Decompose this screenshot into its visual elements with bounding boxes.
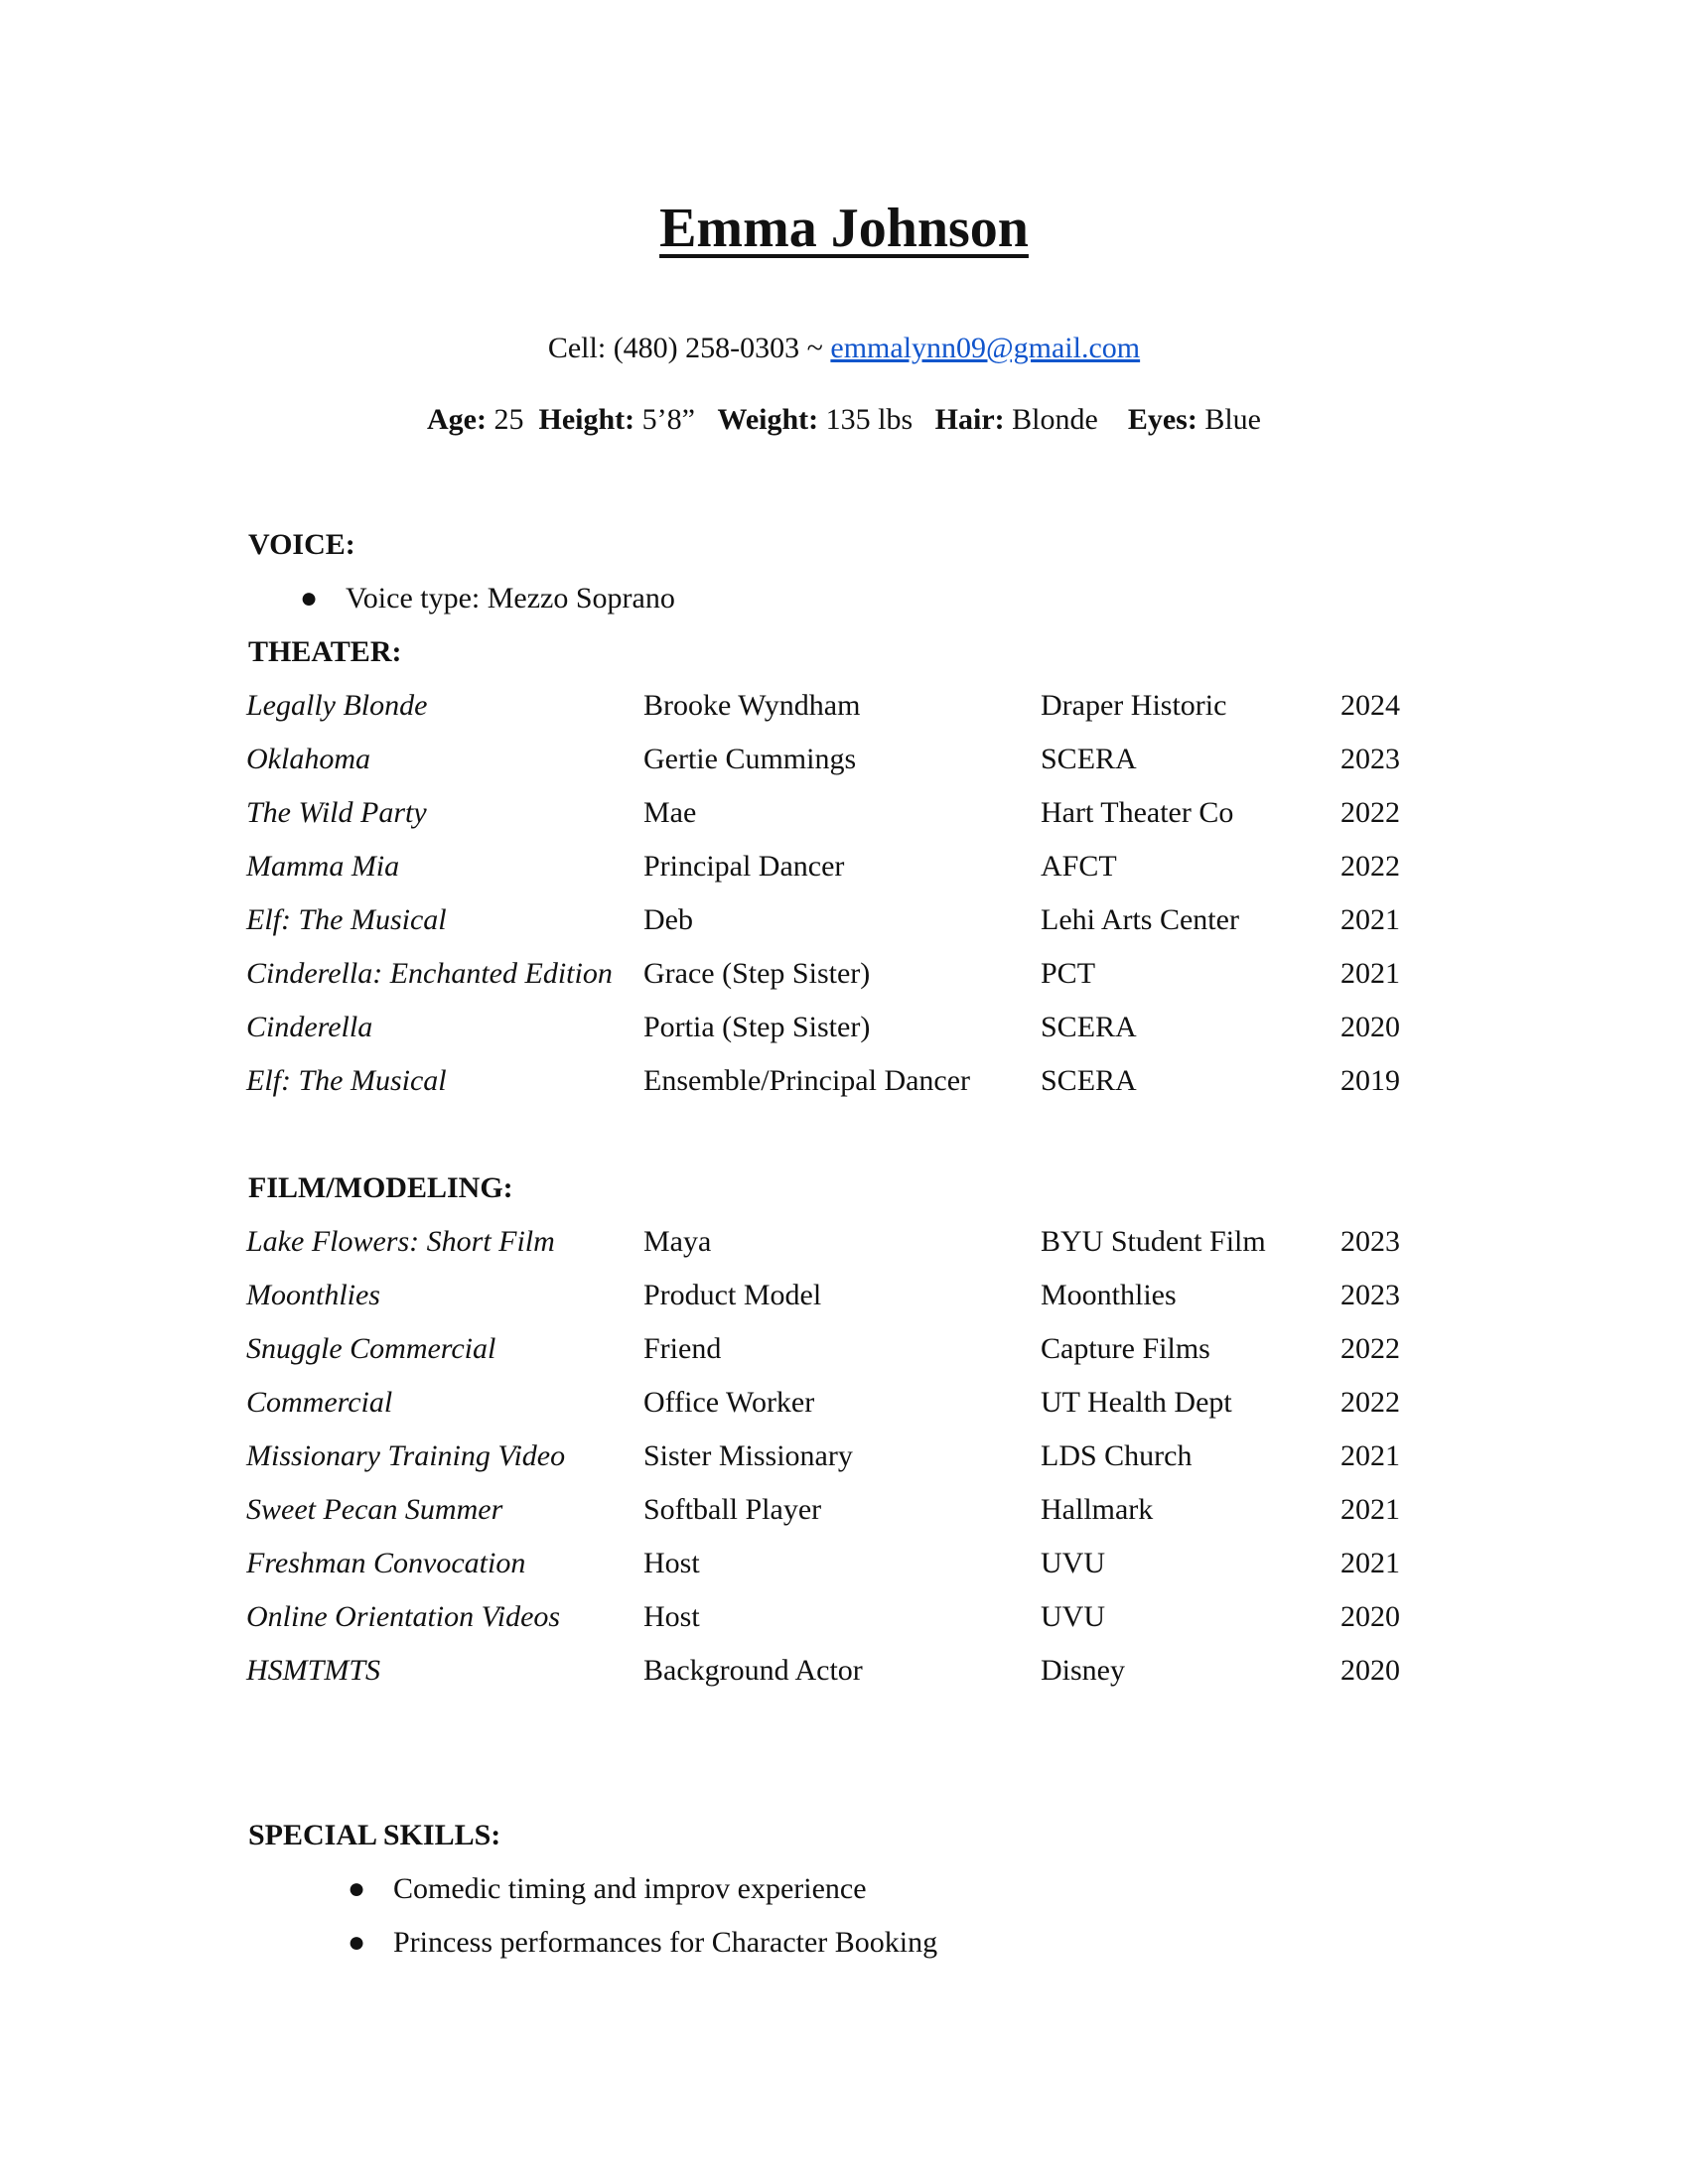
credit-company: SCERA [1041, 1011, 1137, 1043]
credit-row [0, 903, 1688, 943]
credit-row [0, 1493, 1688, 1533]
credit-row [0, 743, 1688, 782]
credit-year: 2021 [1340, 903, 1400, 936]
height-label: Height: [538, 403, 635, 436]
credit-role: Sister Missionary [643, 1439, 853, 1472]
credit-row [0, 1011, 1688, 1050]
credit-year: 2022 [1340, 796, 1400, 829]
credit-title: Freshman Convocation [246, 1547, 526, 1579]
credit-year: 2021 [1340, 1439, 1400, 1472]
skills-item [348, 1926, 937, 1960]
credit-role: Principal Dancer [643, 850, 845, 883]
hair-label: Hair: [934, 403, 1005, 436]
voice-item [300, 582, 675, 615]
credit-title: Elf: The Musical [246, 903, 447, 936]
credit-company: UVU [1041, 1547, 1105, 1579]
credit-row [0, 1064, 1688, 1104]
bullet-icon: ● [300, 582, 319, 614]
credit-company: UVU [1041, 1600, 1105, 1633]
credit-role: Product Model [643, 1279, 822, 1311]
credit-company: Capture Films [1041, 1332, 1210, 1365]
credit-role: Maya [643, 1225, 712, 1258]
voice-heading: VOICE: [248, 528, 355, 561]
physical-stats [0, 403, 1688, 437]
credit-company: PCT [1041, 957, 1096, 990]
bullet-icon: ● [348, 1872, 366, 1905]
credit-company: Hallmark [1041, 1493, 1154, 1526]
credit-company: AFCT [1041, 850, 1117, 883]
credit-role: Mae [643, 796, 697, 829]
credit-title: The Wild Party [246, 796, 427, 829]
weight-value: 135 lbs [818, 403, 935, 436]
credit-row [0, 1547, 1688, 1586]
credit-company: SCERA [1041, 743, 1137, 775]
credit-title: HSMTMTS [246, 1654, 381, 1687]
credit-title: Oklahoma [246, 743, 370, 775]
credit-year: 2020 [1340, 1011, 1400, 1043]
credit-role: Deb [643, 903, 693, 936]
height-value: 5’8” [634, 403, 718, 436]
credit-role: Portia (Step Sister) [643, 1011, 871, 1043]
credit-year: 2021 [1340, 1493, 1400, 1526]
skills-item-text: Princess performances for Character Booking [393, 1926, 938, 1959]
credit-role: Softball Player [643, 1493, 822, 1526]
credit-company: UT Health Dept [1041, 1386, 1232, 1419]
credit-row [0, 689, 1688, 729]
credit-row [0, 1600, 1688, 1640]
credit-company: LDS Church [1041, 1439, 1193, 1472]
credit-company: SCERA [1041, 1064, 1137, 1097]
credit-year: 2021 [1340, 957, 1400, 990]
credit-role: Gertie Cummings [643, 743, 857, 775]
hair-value: Blonde [1004, 403, 1128, 436]
credit-company: Disney [1041, 1654, 1125, 1687]
voice-item-text: Voice type: Mezzo Soprano [346, 582, 675, 614]
credit-title: Cinderella: Enchanted Edition [246, 957, 613, 990]
credit-title: Legally Blonde [246, 689, 428, 722]
credit-role: Host [643, 1600, 700, 1633]
credit-role: Host [643, 1547, 700, 1579]
credit-company: Draper Historic [1041, 689, 1227, 722]
credit-row [0, 1225, 1688, 1265]
credit-title: Missionary Training Video [246, 1439, 566, 1472]
credit-role: Brooke Wyndham [643, 689, 861, 722]
theater-heading: THEATER: [248, 635, 402, 668]
skills-item [348, 1872, 867, 1906]
credit-row [0, 1386, 1688, 1426]
bullet-icon: ● [348, 1926, 366, 1959]
age-value: 25 [487, 403, 539, 436]
credit-role: Friend [643, 1332, 722, 1365]
credit-year: 2023 [1340, 743, 1400, 775]
skills-heading: SPECIAL SKILLS: [248, 1819, 501, 1851]
credit-title: Moonthlies [246, 1279, 380, 1311]
credit-year: 2024 [1340, 689, 1400, 722]
credit-title: Commercial [246, 1386, 393, 1419]
credit-row [0, 957, 1688, 997]
credit-row [0, 1279, 1688, 1318]
credit-row [0, 850, 1688, 889]
resume-name: Emma Johnson [659, 198, 1029, 259]
weight-label: Weight: [717, 403, 819, 436]
email-link[interactable]: emmalynn09@gmail.com [830, 332, 1141, 364]
credit-title: Snuggle Commercial [246, 1332, 496, 1365]
credit-year: 2023 [1340, 1279, 1400, 1311]
credit-year: 2021 [1340, 1547, 1400, 1579]
contact-line [0, 332, 1688, 365]
credit-title: Mamma Mia [246, 850, 400, 883]
skills-item-text: Comedic timing and improv experience [393, 1872, 867, 1905]
credit-role: Background Actor [643, 1654, 863, 1687]
age-label: Age: [427, 403, 487, 436]
eyes-value: Blue [1196, 403, 1261, 436]
credit-year: 2020 [1340, 1600, 1400, 1633]
credit-year: 2019 [1340, 1064, 1400, 1097]
credit-year: 2022 [1340, 1386, 1400, 1419]
credit-role: Office Worker [643, 1386, 815, 1419]
credit-title: Elf: The Musical [246, 1064, 447, 1097]
credit-year: 2020 [1340, 1654, 1400, 1687]
eyes-label: Eyes: [1127, 403, 1197, 436]
credit-row [0, 1439, 1688, 1479]
credit-company: BYU Student Film [1041, 1225, 1266, 1258]
credit-year: 2022 [1340, 850, 1400, 883]
credit-company: Moonthlies [1041, 1279, 1177, 1311]
credit-company: Hart Theater Co [1041, 796, 1234, 829]
credit-row [0, 1654, 1688, 1694]
credit-role: Ensemble/Principal Dancer [643, 1064, 971, 1097]
credit-role: Grace (Step Sister) [643, 957, 871, 990]
credit-title: Lake Flowers: Short Film [246, 1225, 555, 1258]
credit-title: Sweet Pecan Summer [246, 1493, 503, 1526]
credit-company: Lehi Arts Center [1041, 903, 1239, 936]
credit-title: Cinderella [246, 1011, 373, 1043]
phone-text: Cell: (480) 258-0303 ~ [547, 332, 831, 364]
credit-row [0, 1332, 1688, 1372]
credit-year: 2022 [1340, 1332, 1400, 1365]
credit-row [0, 796, 1688, 836]
credit-year: 2023 [1340, 1225, 1400, 1258]
credit-title: Online Orientation Videos [246, 1600, 561, 1633]
film-heading: FILM/MODELING: [248, 1171, 513, 1204]
